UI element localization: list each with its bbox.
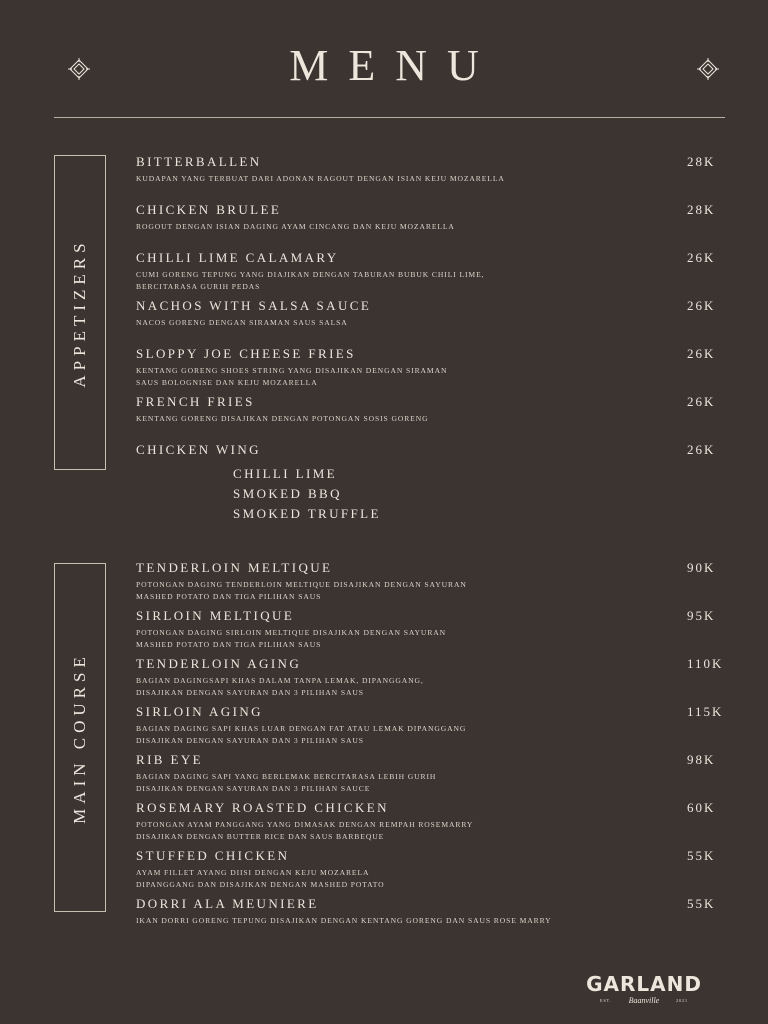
main-course-section-label <box>54 563 106 912</box>
item-description: IKAN DORRI GORENG TEPUNG DISAJIKAN DENGAN KENTANG GORENG DAN SAUS ROSE MARRY <box>136 916 552 925</box>
item-description: KENTANG GORENG SHOES STRING YANG DISAJIKAN DENGAN SIRAMAN <box>136 366 448 375</box>
item-description: BAGIAN DAGINGSAPI KHAS DALAM TANPA LEMAK, DIPANGGANG, <box>136 676 424 685</box>
item-price: 26K <box>687 250 716 265</box>
item-name: DORRI ALA MEUNIERE <box>136 896 319 911</box>
wing-flavor: SMOKED TRUFFLE <box>233 506 381 521</box>
menu-item <box>136 704 730 746</box>
item-name: BITTERBALLEN <box>136 154 262 169</box>
item-name: ROSEMARY ROASTED CHICKEN <box>136 800 389 815</box>
main-course-label: MAIN COURSE <box>70 651 89 824</box>
logo-year: 2021 <box>675 998 688 1003</box>
item-description: SAUS BOLOGNISE DAN KEJU MOZARELLA <box>136 377 318 387</box>
page-title: MENU <box>289 41 499 90</box>
item-name: CHICKEN WING <box>136 442 261 457</box>
menu-item <box>136 848 730 890</box>
item-description: CUMI GORENG TEPUNG YANG DIAJIKAN DENGAN TABURAN BUBUK CHILI LIME, <box>136 270 485 279</box>
item-description: MASHED POTATO DAN TIGA PILIHAN SAUS <box>136 591 322 601</box>
item-price: 55K <box>687 896 716 911</box>
garland-logo <box>582 972 706 1005</box>
item-price: 90K <box>687 560 716 575</box>
item-description: DISAJIKAN DENGAN SAYURAN DAN 3 PILIHAN SAUS <box>136 687 364 697</box>
item-description: DISAJIKAN DENGAN BUTTER RICE DAN SAUS BARBEQUE <box>136 831 385 841</box>
wing-flavor: CHILLI LIME <box>233 466 338 481</box>
menu-item <box>136 896 730 927</box>
item-price: 110K <box>687 656 724 671</box>
item-description: BAGIAN DAGING SAPI YANG BERLEMAK BERCITARASA LEBIH GURIH <box>136 772 437 781</box>
item-description: KENTANG GORENG DISAJIKAN DENGAN POTONGAN SOSIS GORENG <box>136 414 429 423</box>
item-description: DIPANGGANG DAN DISAJIKAN DENGAN MASHED POTATO <box>136 879 385 889</box>
menu-item <box>136 298 730 329</box>
item-description: ROGOUT DENGAN ISIAN DAGING AYAM CINCANG DAN KEJU MOZARELLA <box>136 222 455 231</box>
item-description: DISAJIKAN DENGAN SAYURAN DAN 3 PILIHAN SAUCE <box>136 783 371 793</box>
item-price: 26K <box>687 346 716 361</box>
diamond-ornament-icon <box>68 58 90 80</box>
item-description: KUDAPAN YANG TERBUAT DARI ADONAN RAGOUT DENGAN ISIAN KEJU MOZARELLA <box>136 174 505 183</box>
item-price: 55K <box>687 848 716 863</box>
logo-brand: GARLAND <box>586 972 702 996</box>
menu-item <box>136 656 730 698</box>
item-description: BAGIAN DAGING SAPI KHAS LUAR DENGAN FAT ATAU LEMAK DIPANGGANG <box>136 724 467 733</box>
item-name: SIRLOIN AGING <box>136 704 263 719</box>
menu-item <box>136 800 730 842</box>
item-description: AYAM FILLET AYANG DIISI DENGAN KEJU MOZARELA <box>136 868 370 877</box>
item-name: CHILLI LIME CALAMARY <box>136 250 339 265</box>
item-price: 95K <box>687 608 716 623</box>
menu-item <box>136 346 730 388</box>
item-description: POTONGAN DAGING SIRLOIN MELTIQUE DISAJIKAN DENGAN SAYURAN <box>136 628 447 637</box>
item-price: 98K <box>687 752 716 767</box>
item-description: POTONGAN AYAM PANGGANG YANG DIMASAK DENGAN REMPAH ROSEMARRY <box>136 820 474 829</box>
item-price: 60K <box>687 800 716 815</box>
item-name: SLOPPY JOE CHEESE FRIES <box>136 346 356 361</box>
menu-item <box>136 442 730 458</box>
item-name: TENDERLOIN AGING <box>136 656 302 671</box>
item-description: POTONGAN DAGING TENDERLOIN MELTIQUE DISAJIKAN DENGAN SAYURAN <box>136 580 467 589</box>
item-price: 26K <box>687 442 716 457</box>
menu-item <box>136 752 730 794</box>
menu-item <box>136 202 730 233</box>
menu-item <box>136 250 730 292</box>
item-name: RIB EYE <box>136 752 203 767</box>
item-price: 26K <box>687 394 716 409</box>
item-price: 28K <box>687 154 716 169</box>
item-name: STUFFED CHICKEN <box>136 848 290 863</box>
menu-item <box>136 154 730 185</box>
menu-item <box>136 608 730 650</box>
item-name: TENDERLOIN MELTIQUE <box>136 560 333 575</box>
item-price: 26K <box>687 298 716 313</box>
item-price: 28K <box>687 202 716 217</box>
diamond-ornament-icon <box>697 58 719 80</box>
item-description: BERCITARASA GURIH PEDAS <box>136 281 261 291</box>
item-description: DISAJIKAN DENGAN SAYURAN DAN 3 PILIHAN SAUS <box>136 735 364 745</box>
logo-script: Baanville <box>628 996 660 1005</box>
item-name: SIRLOIN MELTIQUE <box>136 608 295 623</box>
appetizers-label: APPETIZERS <box>70 237 89 388</box>
appetizers-section-label <box>54 155 106 470</box>
item-description: MASHED POTATO DAN TIGA PILIHAN SAUS <box>136 639 322 649</box>
wing-flavor: SMOKED BBQ <box>233 486 342 501</box>
item-price: 115K <box>687 704 724 719</box>
title-divider <box>54 117 725 118</box>
menu-item <box>136 394 730 425</box>
item-name: FRENCH FRIES <box>136 394 255 409</box>
item-name: CHICKEN BRULEE <box>136 202 282 217</box>
logo-est: EST. <box>600 998 612 1003</box>
menu-item <box>136 560 730 602</box>
item-description: NACOS GORENG DENGAN SIRAMAN SAUS SALSA <box>136 318 348 327</box>
item-name: NACHOS WITH SALSA SAUCE <box>136 298 372 313</box>
